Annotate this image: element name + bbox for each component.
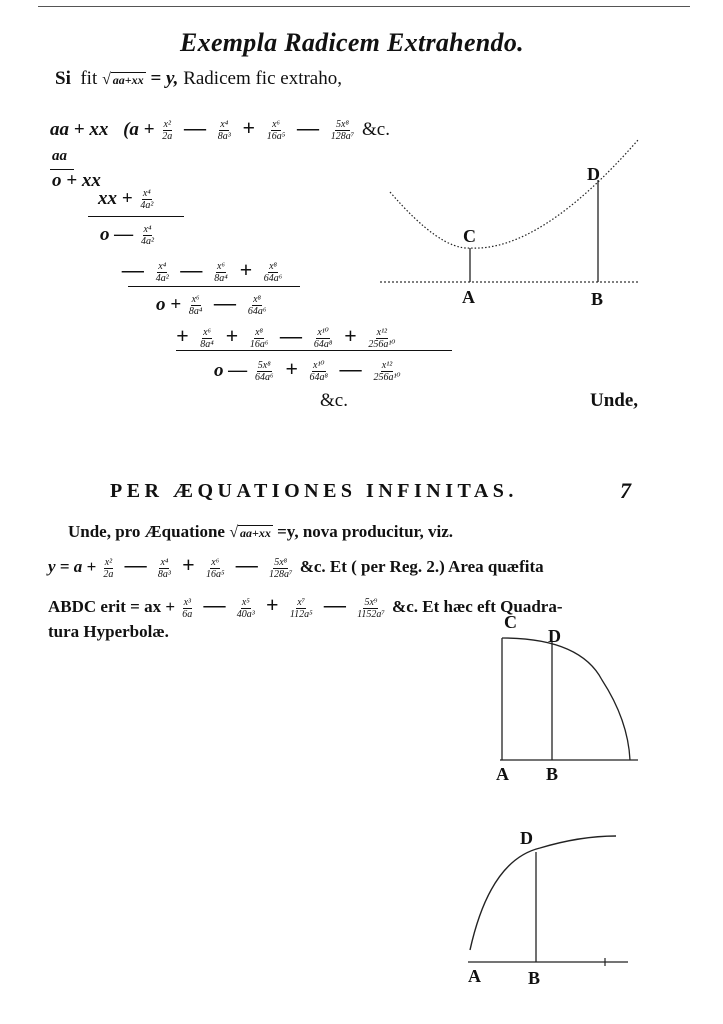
text-line-4: tura Hyperbolæ. bbox=[48, 622, 169, 641]
work-rule bbox=[128, 286, 300, 287]
text-line-3: ABDC erit = ax + $\frac{\text{x³}}{6a}$ — $\frac{\text{x⁵}}{\text{40a³}}$ + $\frac{\text{x⁷}}{\text{112a⁵}}$ — $\frac{\text{5x⁹}}{\text{1152a⁷}}$ &c. Et hæc eft Quadra- bbox=[48, 592, 563, 620]
fig1-label-a: A bbox=[462, 287, 475, 307]
work-row-7: + $\frac{\text{x⁶}}{\text{8a⁴}}$ + $\frac{\text{x⁸}}{\text{16a⁶}}$ — $\frac{\text{x¹⁰}}{\text{64a⁸}}$ + $\frac{\text{x¹²}}{\text{256a¹⁰}}$ bbox=[176, 323, 396, 351]
page-number: 7 bbox=[620, 478, 631, 503]
fraction: $\frac{\text{x⁴}}{\text{4a²}}$ bbox=[140, 188, 154, 212]
fig1-label-b: B bbox=[591, 289, 604, 309]
fraction: $\frac{\text{x⁸}}{\text{16a⁶}}$ bbox=[249, 327, 269, 351]
fraction: $\frac{\text{x²}}{2a}$ bbox=[103, 556, 114, 580]
fig1-label-d: D bbox=[587, 164, 600, 184]
fraction: $\frac{\text{x⁶}}{\text{16a⁵}}$ bbox=[266, 119, 286, 143]
fraction: $\frac{\text{x⁴}}{\text{8a³}}$ bbox=[217, 119, 231, 143]
fraction: $\frac{\text{x¹²}}{\text{256a¹⁰}}$ bbox=[373, 360, 401, 384]
fraction: $\frac{\text{5x⁸}}{\text{64a⁶}}$ bbox=[255, 360, 274, 384]
fraction: $\frac{\text{x⁶}}{\text{8a⁴}}$ bbox=[188, 294, 203, 318]
work-rule bbox=[176, 350, 452, 351]
radicand: aa+xx bbox=[112, 73, 144, 87]
curve-figure bbox=[460, 830, 640, 970]
fig1-label-c: C bbox=[463, 226, 476, 246]
fraction: $\frac{\text{x¹²}}{\text{256a¹⁰}}$ bbox=[368, 327, 396, 351]
top-page-rule bbox=[38, 6, 690, 7]
fraction: $\frac{\text{x⁶}}{\text{8a⁴}}$ bbox=[200, 327, 214, 351]
fraction: $\frac{\text{5x⁹}}{\text{1152a⁷}}$ bbox=[357, 596, 385, 620]
fraction: $\frac{\text{x⁵}}{\text{40a³}}$ bbox=[236, 596, 255, 620]
work-row-1: aa bbox=[52, 148, 67, 164]
fraction: $\frac{\text{x⁴}}{\text{8a³}}$ bbox=[157, 556, 171, 580]
fraction: $\frac{\text{5x⁸}}{\text{128a⁷}}$ bbox=[268, 556, 293, 580]
fraction: $\frac{\text{x⁴}}{\text{4a²}}$ bbox=[141, 224, 154, 248]
work-row-2: o + xx bbox=[52, 170, 101, 191]
text-line-2: y = a + $\frac{\text{x²}}{2a}$ — $\frac{\text{x⁴}}{\text{8a³}}$ + $\frac{\text{x⁶}}{\text{16a⁵}}$ — $\frac{\text{5x⁸}}{\text{128a⁷}}$ &c. Et ( per Reg. 2.) Area quæfita bbox=[48, 552, 544, 580]
fraction: $\frac{\text{x⁴}}{\text{4a²}}$ bbox=[155, 261, 169, 285]
work-row-4: o — $\frac{\text{x⁴}}{\text{4a²}}$ bbox=[100, 224, 154, 248]
intro-fit: fit bbox=[80, 68, 98, 89]
radical-expression: √ aa+xx bbox=[229, 524, 271, 541]
fig3-label-d: D bbox=[520, 828, 533, 848]
fraction: $\frac{\text{x⁸}}{\text{64a⁶}}$ bbox=[263, 261, 283, 285]
etc-label: &c. bbox=[362, 119, 390, 140]
fig2-label-d: D bbox=[548, 626, 561, 646]
fraction: $\frac{\text{5x⁸}}{\text{128a⁷}}$ bbox=[330, 119, 355, 143]
intro-prefix: Si bbox=[55, 68, 71, 89]
work-row-5: — $\frac{\text{x⁴}}{\text{4a²}}$ — $\frac{\text{x⁶}}{\text{8a⁴}}$ + $\frac{\text{x⁸}}{\text{64a⁶}}$ bbox=[122, 257, 283, 285]
work-row-6: o + $\frac{\text{x⁶}}{\text{8a⁴}}$ — $\frac{\text{x⁸}}{\text{64a⁶}}$ bbox=[156, 290, 267, 318]
hyperbola-curve bbox=[390, 140, 638, 248]
work-row-8: o — $\frac{\text{5x⁸}}{\text{64a⁶}}$ + $\frac{\text{x¹⁰}}{\text{64a⁸}}$ — $\frac{\text{x¹²}}{\text{256a¹⁰}}$ bbox=[214, 356, 401, 384]
fig2-label-a: A bbox=[496, 764, 509, 784]
hyperbola-figure bbox=[370, 140, 650, 315]
text-line-1: Unde, pro Æquatione √ aa+xx =y, nova producitur, viz. bbox=[68, 522, 454, 541]
root-series-line: aa + xx (a + $\frac{\text{x²}}{2a}$ — $\frac{\text{x⁴}}{\text{8a³}}$ + $\frac{\text{x⁶}}{\text{16a⁵}}$ — $\frac{\text{5x⁸}}{\text{128a⁷}}$ &c. bbox=[50, 115, 390, 143]
fig2-label-b: B bbox=[546, 764, 559, 784]
page-title: Exempla Radicem Extrahendo. bbox=[180, 28, 524, 57]
fig3-label-b: B bbox=[528, 968, 541, 988]
catchword: Unde, bbox=[590, 390, 639, 411]
intro-line bbox=[55, 68, 342, 90]
fraction: $\frac{\text{x²}}{2a}$ bbox=[162, 119, 173, 143]
fraction: $\frac{\text{x⁶}}{\text{8a⁴}}$ bbox=[214, 261, 228, 285]
root-open: (a + bbox=[123, 119, 155, 140]
fraction: $\frac{\text{x⁷}}{\text{112a⁵}}$ bbox=[289, 596, 313, 620]
fraction: $\frac{\text{x³}}{6a}$ bbox=[182, 596, 193, 620]
quadrant-figure bbox=[490, 620, 650, 770]
work-rule bbox=[88, 216, 184, 217]
work-etc: &c. bbox=[320, 390, 348, 411]
intro-suffix: Radicem fic extraho, bbox=[183, 68, 342, 89]
work-row-3: xx + $\frac{\text{x⁴}}{\text{4a²}}$ bbox=[98, 188, 154, 212]
running-head: PER ÆQUATIONES INFINITAS. bbox=[110, 480, 518, 502]
fraction: $\frac{\text{x⁸}}{\text{64a⁶}}$ bbox=[247, 294, 267, 318]
fraction: $\frac{\text{x⁶}}{\text{16a⁵}}$ bbox=[205, 556, 225, 580]
fig2-label-c: C bbox=[504, 612, 517, 632]
intro-equals: = y, bbox=[150, 68, 179, 89]
radical-expression: √ aa+xx bbox=[102, 71, 144, 88]
fraction: $\frac{\text{x¹⁰}}{\text{64a⁸}}$ bbox=[313, 327, 333, 351]
quadrant-arc bbox=[502, 638, 630, 760]
curve bbox=[470, 836, 616, 950]
root-lhs: aa + xx bbox=[50, 119, 109, 140]
fig3-label-a: A bbox=[468, 966, 481, 986]
fraction: $\frac{\text{x¹⁰}}{\text{64a⁸}}$ bbox=[309, 360, 329, 384]
